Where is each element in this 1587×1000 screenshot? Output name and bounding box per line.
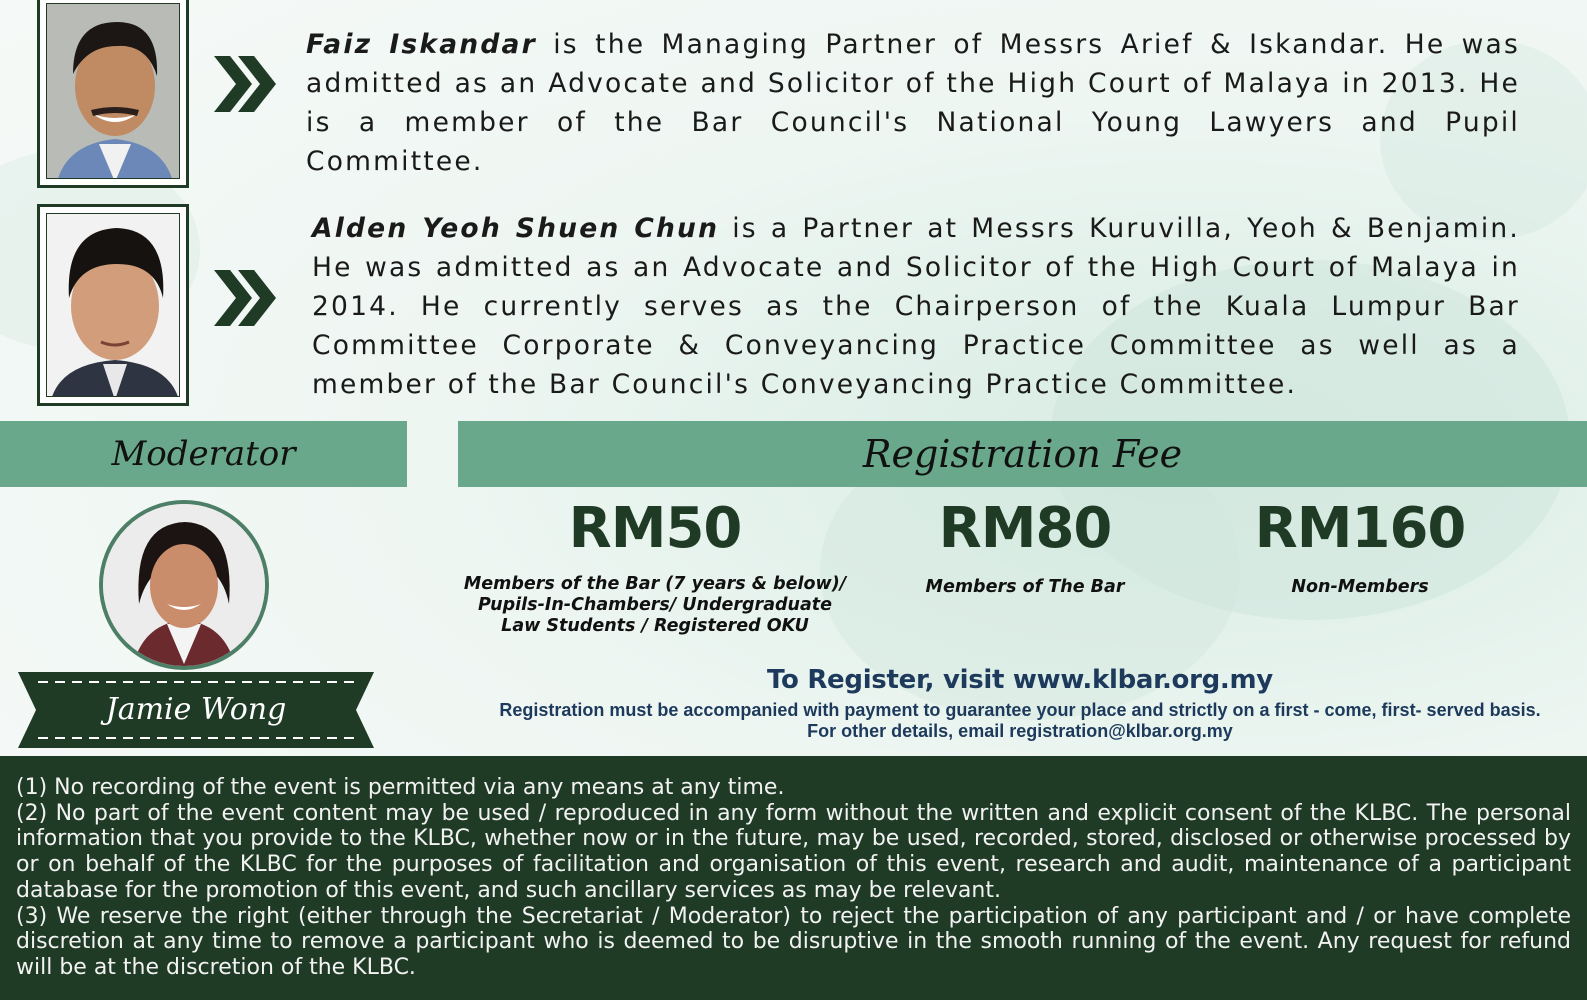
terms-footer — [0, 756, 1587, 1000]
portrait-icon — [47, 4, 180, 179]
registration-heading: Registration Fee — [862, 432, 1183, 476]
speaker-bio-alden — [312, 209, 1520, 404]
registration-band — [458, 421, 1587, 487]
speaker-bio-faiz — [306, 25, 1520, 181]
fee-amount: RM50 — [568, 496, 742, 561]
speaker-bio-text: is the Managing Partner of Messrs Arief & Iskandar. He was admitted as an Advocate and Solicitor of the High Court of Malaya in 2013. He is a member of the Bar Council's National Young Lawyers and Pupil Committee. — [306, 29, 1521, 177]
fee-description: Members of The Bar — [925, 577, 1125, 597]
registration-email: For other details, email registration@klbar.org.my — [807, 721, 1233, 741]
moderator-photo — [99, 500, 269, 670]
fee-amount: RM80 — [938, 496, 1112, 561]
chevron-right-icon — [212, 52, 278, 116]
registration-note: Registration must be accompanied with payment to guarantee your place and strictly on a first - come, first- served basis. — [499, 700, 1541, 720]
fee-amount: RM160 — [1254, 496, 1466, 561]
moderator-band — [0, 421, 407, 487]
speaker-name: Alden Yeoh Shuen Chun — [312, 213, 720, 244]
moderator-heading: Moderator — [111, 434, 296, 474]
chevron-right-icon — [212, 266, 278, 330]
term-item: (1) No recording of the event is permitted via any means at any time. — [16, 775, 785, 800]
portrait-icon — [103, 504, 265, 666]
portrait-icon — [47, 214, 180, 397]
fee-description: Members of the Bar (7 years & below)/ Pupils-In-Chambers/ Undergraduate Law Students / Registered OKU — [463, 574, 847, 636]
speaker-photo-faiz — [37, 0, 189, 188]
speaker-bio-text: is a Partner at Messrs Kuruvilla, Yeoh & Benjamin. He was admitted as an Advocate and Solicitor of the High Court of Malaya in 2014. He currently serves as the Chairperson of the Kuala Lumpur Bar Committee Corporate & Conveyancing Practice Committee as well as a member of the Bar Council's Conveyancing Practice Committee. — [312, 213, 1520, 400]
speaker-photo-alden — [37, 204, 189, 406]
register-link[interactable]: To Register, visit www.klbar.org.my — [767, 665, 1273, 695]
speaker-name: Faiz Iskandar — [306, 29, 537, 60]
moderator-name: Jamie Wong — [105, 692, 287, 727]
term-item: (2) No part of the event content may be used / reproduced in any form without the written and explicit consent of the KLBC. The personal information that you provide to the KLBC, whether now or in the future, may be used, recorded, stored, disclosed or otherwise processed by or on behalf of the KLBC for the purposes of facilitation and organisation of this event, research and audit, maintenance of a participant database for the promotion of this event, and such ancillary services as may be relevant. — [16, 800, 1571, 903]
fee-description: Non-Members — [1291, 577, 1429, 597]
term-item: (3) We reserve the right (either through the Secretariat / Moderator) to reject the participation of any participant and / or have complete discretion at any time to remove a participant who is deemed to be disruptive in the smooth running of the event. Any request for refund will be at the discretion of the KLBC. — [16, 903, 1571, 980]
